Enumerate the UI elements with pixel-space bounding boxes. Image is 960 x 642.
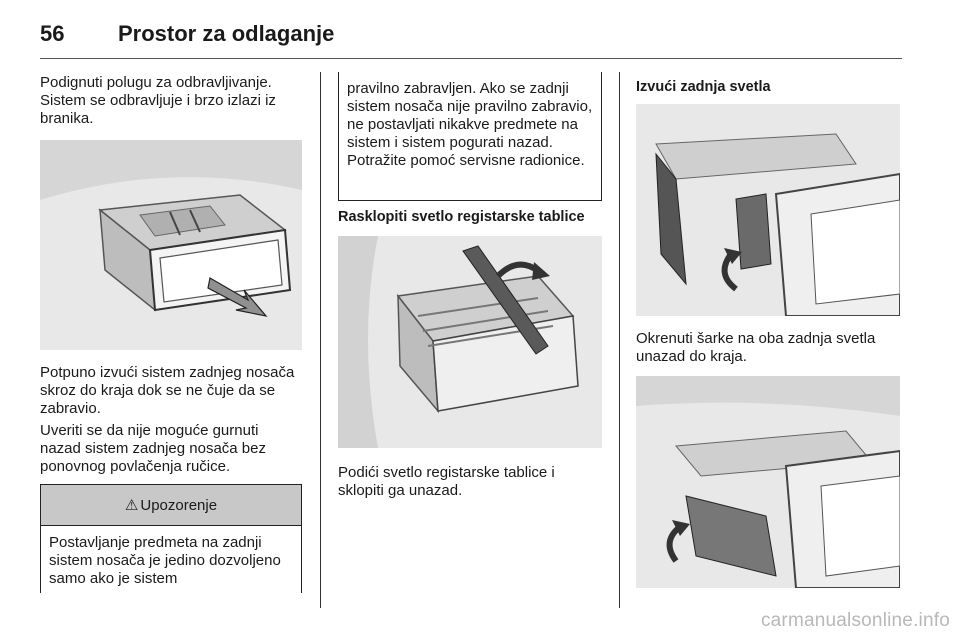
figure-carrier-extend [40, 140, 302, 350]
paragraph-verify: Uveriti se da nije moguće gurnuti nazad sistem zadnjeg nosača bez ponovnog povlačenja ručice. [40, 422, 266, 475]
page-number: 56 [40, 21, 65, 46]
figure-license-light [338, 236, 602, 448]
warning-triangle-icon: ⚠ [124, 497, 139, 514]
warning-box-continued [338, 72, 602, 201]
warning-body: Postavljanje predmeta na zadnji sistem nosača je jedino dozvoljeno samo ako je sistem [49, 534, 281, 587]
warning-body-continued: pravilno zabravljen. Ako se zadnji sistem nosača nije pravilno zabravio, ne postavljati nikakve predmete na sistem i sistem pogurati nazad. Potražite pomoć servisne radionice. [347, 80, 593, 169]
column-2 [338, 208, 602, 226]
paragraph-pull-out: Potpuno izvući sistem zadnjeg nosača skroz do kraja dok se ne čuje da se zabravio. [40, 364, 295, 417]
warning-title: Upozorenje [140, 496, 218, 514]
paragraph-fold-light: Podići svetlo registarske tablice i sklopiti ga unazad. [338, 464, 555, 499]
column-divider-2 [619, 72, 620, 608]
figure-tail-light-2 [636, 376, 900, 588]
heading-license-light: Rasklopiti svetlo registarske tablice [338, 209, 585, 225]
warning-header [41, 485, 301, 526]
column-3-lower [636, 330, 902, 366]
header-divider [40, 58, 902, 59]
column-1-lower [40, 364, 302, 476]
heading-tail-lights: Izvući zadnja svetla [636, 79, 771, 95]
warning-box [40, 484, 302, 593]
watermark: carmanualsonline.info [760, 610, 950, 631]
page-header [40, 14, 334, 54]
page-title: Prostor za odlaganje [118, 21, 335, 46]
figure-tail-light-1 [636, 104, 900, 316]
column-3 [636, 78, 902, 96]
column-2-lower [338, 464, 602, 500]
column-divider-1 [320, 72, 321, 608]
paragraph-release-lever: Podignuti polugu za odbravljivanje. Sistem se odbravljuje i brzo izlazi iz branika. [40, 74, 276, 127]
paragraph-rotate-hinges: Okrenuti šarke na oba zadnja svetla unazad do kraja. [636, 330, 876, 365]
column-1 [40, 74, 302, 128]
